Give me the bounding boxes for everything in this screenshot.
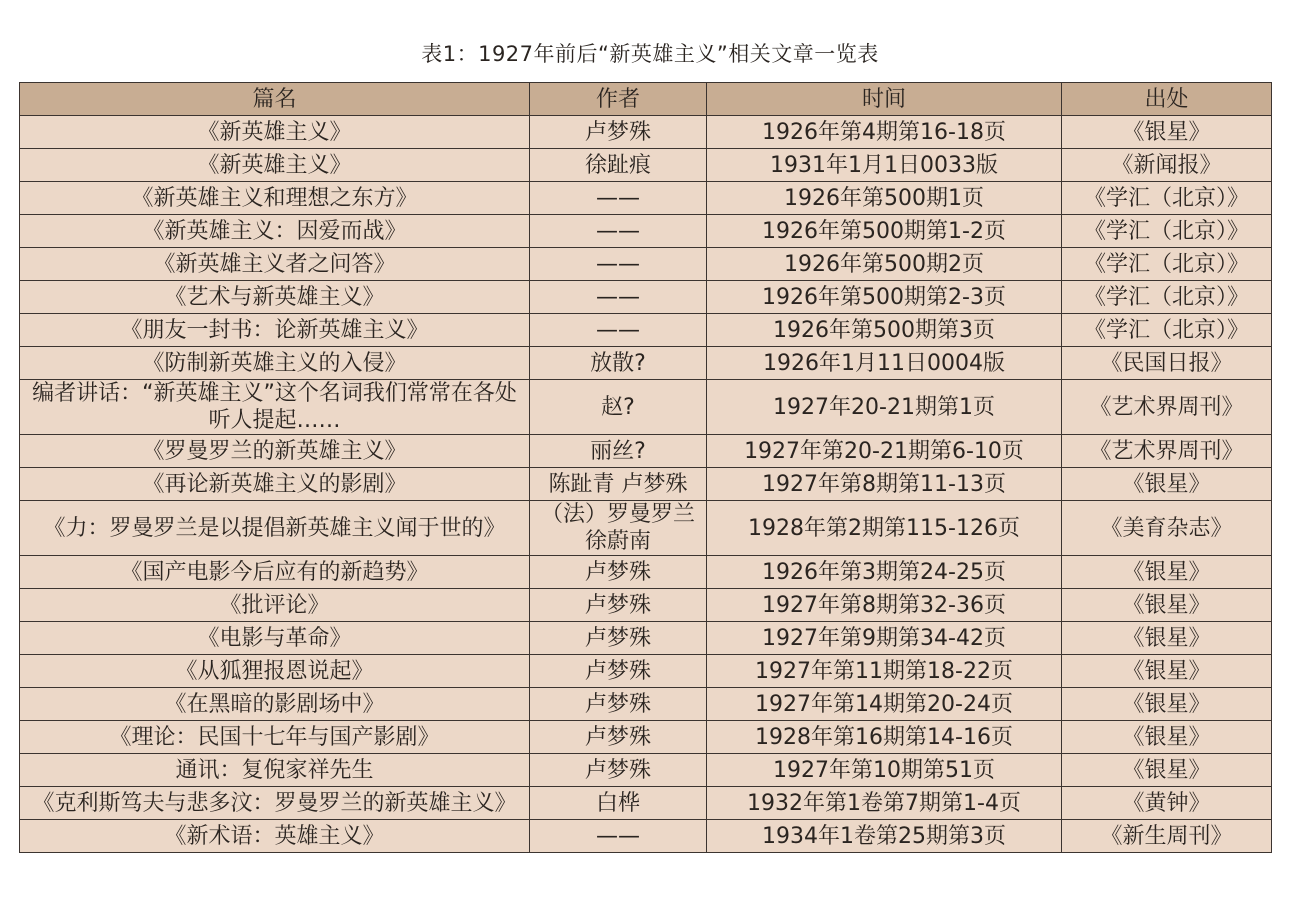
cell-source: 《新生周刊》 — [1062, 820, 1272, 853]
cell-title: 通讯：复倪家祥先生 — [20, 754, 530, 787]
cell-author: 卢梦殊 — [530, 116, 707, 149]
header-title: 篇名 — [20, 83, 530, 116]
cell-author: —— — [530, 820, 707, 853]
table-row — [20, 501, 1272, 556]
cell-source: 《黄钟》 — [1062, 787, 1272, 820]
cell-source: 《学汇（北京）》 — [1062, 215, 1272, 248]
cell-date: 1926年第500期第1-2页 — [707, 215, 1062, 248]
table-row — [20, 556, 1272, 589]
cell-author: 卢梦殊 — [530, 688, 707, 721]
table-row — [20, 149, 1272, 182]
cell-date: 1928年第2期第115-126页 — [707, 501, 1062, 556]
cell-date: 1926年1月11日0004版 — [707, 347, 1062, 380]
cell-title: 《新英雄主义》 — [20, 149, 530, 182]
cell-title: 《防制新英雄主义的入侵》 — [20, 347, 530, 380]
cell-title: 《新英雄主义：因爱而战》 — [20, 215, 530, 248]
cell-source: 《学汇（北京）》 — [1062, 281, 1272, 314]
header-row — [20, 83, 1272, 116]
cell-title: 《新术语：英雄主义》 — [20, 820, 530, 853]
cell-author: —— — [530, 182, 707, 215]
cell-author: 卢梦殊 — [530, 589, 707, 622]
cell-author: 陈趾青 卢梦殊 — [530, 468, 707, 501]
cell-source: 《银星》 — [1062, 688, 1272, 721]
cell-source: 《民国日报》 — [1062, 347, 1272, 380]
cell-date: 1927年第9期第34-42页 — [707, 622, 1062, 655]
cell-source: 《学汇（北京）》 — [1062, 182, 1272, 215]
header-source: 出处 — [1062, 83, 1272, 116]
cell-author: 卢梦殊 — [530, 754, 707, 787]
cell-source: 《银星》 — [1062, 468, 1272, 501]
cell-author: —— — [530, 314, 707, 347]
cell-source: 《学汇（北京）》 — [1062, 314, 1272, 347]
cell-title: 《电影与革命》 — [20, 622, 530, 655]
cell-source: 《艺术界周刊》 — [1062, 380, 1272, 435]
cell-title: 《克利斯笃夫与悲多汶：罗曼罗兰的新英雄主义》 — [20, 787, 530, 820]
header-date: 时间 — [707, 83, 1062, 116]
cell-title: 《再论新英雄主义的影剧》 — [20, 468, 530, 501]
cell-title: 《新英雄主义》 — [20, 116, 530, 149]
cell-date: 1926年第3期第24-25页 — [707, 556, 1062, 589]
table-row — [20, 215, 1272, 248]
table-row — [20, 787, 1272, 820]
table-row — [20, 116, 1272, 149]
cell-title: 编者讲话：“新英雄主义”这个名词我们常常在各处听人提起…… — [20, 380, 530, 435]
cell-source: 《学汇（北京）》 — [1062, 248, 1272, 281]
table-header — [20, 83, 1272, 116]
table-row — [20, 248, 1272, 281]
cell-date: 1927年第14期第20-24页 — [707, 688, 1062, 721]
table-row — [20, 721, 1272, 754]
cell-title: 《国产电影今后应有的新趋势》 — [20, 556, 530, 589]
table-row — [20, 281, 1272, 314]
cell-title: 《艺术与新英雄主义》 — [20, 281, 530, 314]
cell-source: 《银星》 — [1062, 622, 1272, 655]
table-row — [20, 380, 1272, 435]
cell-source: 《银星》 — [1062, 754, 1272, 787]
cell-author: —— — [530, 248, 707, 281]
cell-date: 1927年第10期第51页 — [707, 754, 1062, 787]
cell-author: 放散? — [530, 347, 707, 380]
cell-author: （法）罗曼罗兰 徐蔚南 — [530, 501, 707, 556]
cell-date: 1926年第500期1页 — [707, 182, 1062, 215]
cell-source: 《银星》 — [1062, 589, 1272, 622]
cell-author: —— — [530, 281, 707, 314]
table-row — [20, 622, 1272, 655]
cell-title: 《罗曼罗兰的新英雄主义》 — [20, 435, 530, 468]
table-row — [20, 820, 1272, 853]
articles-table — [19, 82, 1272, 853]
cell-date: 1927年第8期第32-36页 — [707, 589, 1062, 622]
cell-date: 1927年第11期第18-22页 — [707, 655, 1062, 688]
table-row — [20, 655, 1272, 688]
table-row — [20, 754, 1272, 787]
cell-date: 1926年第500期2页 — [707, 248, 1062, 281]
cell-date: 1927年第20-21期第6-10页 — [707, 435, 1062, 468]
cell-title: 《理论：民国十七年与国产影剧》 — [20, 721, 530, 754]
table-row — [20, 347, 1272, 380]
cell-source: 《银星》 — [1062, 556, 1272, 589]
cell-source: 《银星》 — [1062, 116, 1272, 149]
cell-title: 《批评论》 — [20, 589, 530, 622]
cell-date: 1927年第8期第11-13页 — [707, 468, 1062, 501]
table-caption: 表1：1927年前后“新英雄主义”相关文章一览表 — [421, 42, 879, 66]
cell-title: 《力：罗曼罗兰是以提倡新英雄主义闻于世的》 — [20, 501, 530, 556]
cell-title: 《在黑暗的影剧场中》 — [20, 688, 530, 721]
cell-author: 丽丝? — [530, 435, 707, 468]
cell-source: 《新闻报》 — [1062, 149, 1272, 182]
cell-source: 《艺术界周刊》 — [1062, 435, 1272, 468]
cell-author: 卢梦殊 — [530, 556, 707, 589]
cell-author: 徐趾痕 — [530, 149, 707, 182]
table-row — [20, 589, 1272, 622]
cell-date: 1928年第16期第14-16页 — [707, 721, 1062, 754]
cell-date: 1926年第500期第3页 — [707, 314, 1062, 347]
table-row — [20, 435, 1272, 468]
cell-date: 1926年第4期第16-18页 — [707, 116, 1062, 149]
cell-title: 《新英雄主义和理想之东方》 — [20, 182, 530, 215]
cell-source: 《银星》 — [1062, 721, 1272, 754]
cell-author: —— — [530, 215, 707, 248]
cell-title: 《新英雄主义者之问答》 — [20, 248, 530, 281]
cell-author: 卢梦殊 — [530, 721, 707, 754]
cell-source: 《银星》 — [1062, 655, 1272, 688]
cell-date: 1931年1月1日0033版 — [707, 149, 1062, 182]
cell-date: 1932年第1卷第7期第1-4页 — [707, 787, 1062, 820]
cell-author: 赵? — [530, 380, 707, 435]
cell-title: 《朋友一封书：论新英雄主义》 — [20, 314, 530, 347]
cell-date: 1927年20-21期第1页 — [707, 380, 1062, 435]
cell-source: 《美育杂志》 — [1062, 501, 1272, 556]
cell-date: 1934年1卷第25期第3页 — [707, 820, 1062, 853]
table-row — [20, 688, 1272, 721]
cell-title: 《从狐狸报恩说起》 — [20, 655, 530, 688]
cell-author: 卢梦殊 — [530, 655, 707, 688]
cell-author: 白桦 — [530, 787, 707, 820]
cell-date: 1926年第500期第2-3页 — [707, 281, 1062, 314]
table-row — [20, 314, 1272, 347]
table-row — [20, 468, 1272, 501]
table-body — [20, 116, 1272, 853]
cell-author: 卢梦殊 — [530, 622, 707, 655]
header-author: 作者 — [530, 83, 707, 116]
table-row — [20, 182, 1272, 215]
